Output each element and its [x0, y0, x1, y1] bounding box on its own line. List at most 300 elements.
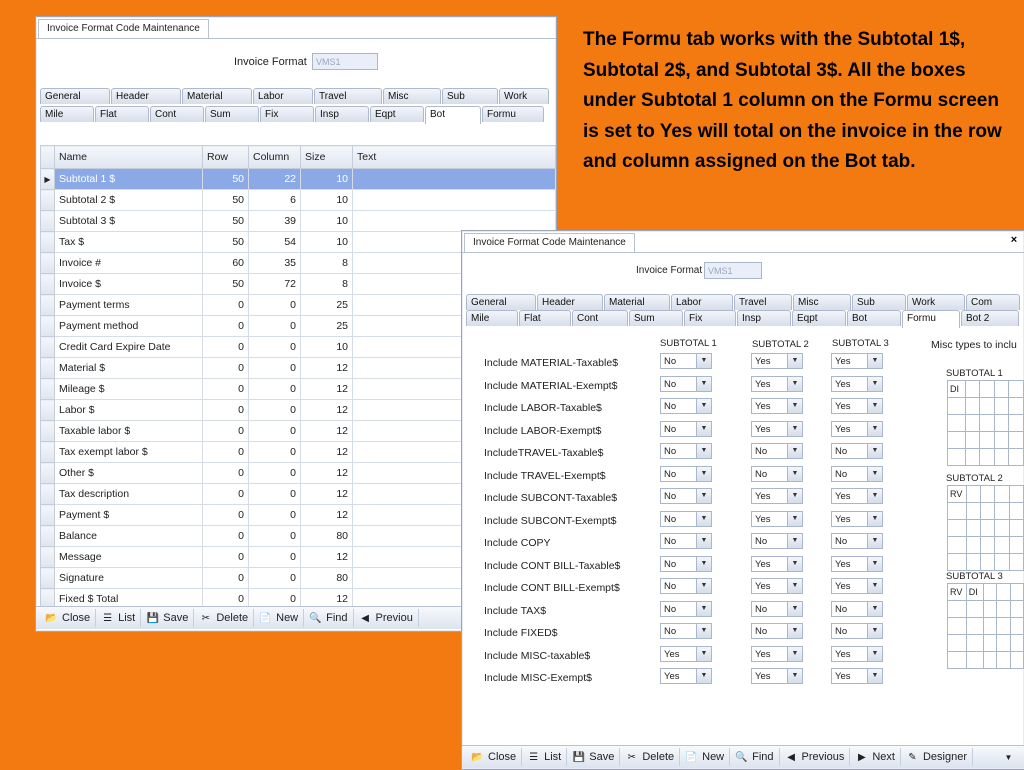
- cell-column[interactable]: 0: [249, 568, 301, 589]
- misc-type-cell[interactable]: [994, 415, 1009, 432]
- cell-size[interactable]: 10: [301, 232, 353, 253]
- cell-column[interactable]: 0: [249, 316, 301, 337]
- subtotal-1-select[interactable]: [660, 556, 712, 572]
- chevron-down-icon[interactable]: ▼: [787, 444, 802, 458]
- cell-column[interactable]: 0: [249, 505, 301, 526]
- subtotal-1-select[interactable]: [660, 511, 712, 527]
- cell-size[interactable]: 25: [301, 295, 353, 316]
- cell-row[interactable]: 60: [203, 253, 249, 274]
- cell-row[interactable]: 0: [203, 442, 249, 463]
- cell-name[interactable]: Labor $: [55, 400, 203, 421]
- tab-com[interactable]: Com: [966, 294, 1020, 310]
- chevron-down-icon[interactable]: ▼: [696, 602, 711, 616]
- cell-column[interactable]: 0: [249, 463, 301, 484]
- cell-row[interactable]: 0: [203, 379, 249, 400]
- misc-type-cell[interactable]: [997, 652, 1010, 669]
- save-button[interactable]: [567, 748, 620, 766]
- subtotal-2-select[interactable]: [751, 623, 803, 639]
- chevron-down-icon[interactable]: ▼: [696, 624, 711, 638]
- cell-size[interactable]: 12: [301, 589, 353, 610]
- subtotal-3-select[interactable]: [831, 443, 883, 459]
- row-selector[interactable]: [41, 484, 55, 505]
- tab-misc[interactable]: Misc: [383, 88, 441, 104]
- row-selector[interactable]: [41, 211, 55, 232]
- row-selector[interactable]: [41, 505, 55, 526]
- subtotal-3-select[interactable]: [831, 421, 883, 437]
- chevron-down-icon[interactable]: ▼: [696, 467, 711, 481]
- misc-type-cell[interactable]: [1009, 520, 1023, 537]
- chevron-down-icon[interactable]: ▼: [867, 647, 882, 661]
- misc-type-cell[interactable]: [948, 537, 967, 554]
- table-row[interactable]: [41, 169, 556, 190]
- cell-row[interactable]: 0: [203, 484, 249, 505]
- cell-column[interactable]: 0: [249, 337, 301, 358]
- subtotal-3-select[interactable]: [831, 533, 883, 549]
- subtotal-2-select[interactable]: [751, 511, 803, 527]
- subtotal-3-select[interactable]: [831, 353, 883, 369]
- cell-size[interactable]: 12: [301, 463, 353, 484]
- subtotal-3-select[interactable]: [831, 376, 883, 392]
- misc-type-cell[interactable]: [981, 503, 995, 520]
- misc-type-cell[interactable]: [1009, 381, 1024, 398]
- misc-type-cell[interactable]: [980, 398, 995, 415]
- invoice-format-field[interactable]: VMS1: [704, 262, 762, 279]
- tab-misc[interactable]: Misc: [793, 294, 851, 310]
- row-selector[interactable]: [41, 316, 55, 337]
- tab-material[interactable]: Material: [182, 88, 252, 104]
- cell-text[interactable]: [353, 169, 556, 190]
- row-selector[interactable]: [41, 169, 55, 190]
- misc-type-cell[interactable]: [966, 486, 980, 503]
- subtotal-2-select[interactable]: [751, 578, 803, 594]
- tab-insp[interactable]: Insp: [315, 106, 369, 122]
- find-button[interactable]: [730, 748, 779, 766]
- cell-column[interactable]: 72: [249, 274, 301, 295]
- misc-type-cell[interactable]: [981, 520, 995, 537]
- row-selector[interactable]: [41, 568, 55, 589]
- designer-button[interactable]: [901, 748, 973, 766]
- cell-size[interactable]: 10: [301, 190, 353, 211]
- cell-name[interactable]: Subtotal 2 $: [55, 190, 203, 211]
- subtotal-2-select[interactable]: [751, 466, 803, 482]
- cell-name[interactable]: Invoice $: [55, 274, 203, 295]
- chevron-down-icon[interactable]: ▼: [867, 579, 882, 593]
- cell-row[interactable]: 0: [203, 589, 249, 610]
- cell-name[interactable]: Tax exempt labor $: [55, 442, 203, 463]
- tab-header[interactable]: Header: [111, 88, 181, 104]
- tab-sub[interactable]: Sub: [852, 294, 906, 310]
- row-selector[interactable]: [41, 463, 55, 484]
- misc-type-cell[interactable]: [948, 432, 966, 449]
- cell-size[interactable]: 10: [301, 211, 353, 232]
- cell-name[interactable]: Balance: [55, 526, 203, 547]
- cell-column[interactable]: 6: [249, 190, 301, 211]
- chevron-down-icon[interactable]: ▼: [696, 579, 711, 593]
- chevron-down-icon[interactable]: ▼: [787, 354, 802, 368]
- subtotal-3-select[interactable]: [831, 668, 883, 684]
- misc-type-cell[interactable]: [1009, 398, 1024, 415]
- column-header-text[interactable]: Text: [353, 146, 556, 169]
- chevron-down-icon[interactable]: ▼: [787, 669, 802, 683]
- row-selector[interactable]: [41, 547, 55, 568]
- misc-type-cell[interactable]: [1009, 486, 1023, 503]
- cell-row[interactable]: 0: [203, 421, 249, 442]
- cell-column[interactable]: 22: [249, 169, 301, 190]
- row-selector[interactable]: [41, 337, 55, 358]
- cell-size[interactable]: 8: [301, 274, 353, 295]
- cell-column[interactable]: 0: [249, 547, 301, 568]
- chevron-down-icon[interactable]: ▼: [867, 444, 882, 458]
- subtotal-3-select[interactable]: [831, 578, 883, 594]
- subtotal-2-select[interactable]: [751, 668, 803, 684]
- subtotal-1-select[interactable]: [660, 533, 712, 549]
- subtotal-2-select[interactable]: [751, 421, 803, 437]
- row-selector[interactable]: [41, 442, 55, 463]
- cell-text[interactable]: [353, 211, 556, 232]
- chevron-down-icon[interactable]: ▼: [867, 422, 882, 436]
- chevron-down-icon[interactable]: ▼: [867, 467, 882, 481]
- cell-column[interactable]: 0: [249, 358, 301, 379]
- subtotal-1-select[interactable]: [660, 466, 712, 482]
- subtotal-2-select[interactable]: [751, 533, 803, 549]
- chevron-down-icon[interactable]: ▼: [867, 557, 882, 571]
- cell-name[interactable]: Credit Card Expire Date: [55, 337, 203, 358]
- chevron-down-icon[interactable]: ▼: [787, 579, 802, 593]
- tab-work[interactable]: Work: [907, 294, 965, 310]
- cell-size[interactable]: 12: [301, 505, 353, 526]
- cell-text[interactable]: [353, 190, 556, 211]
- chevron-down-icon[interactable]: ▼: [696, 534, 711, 548]
- subtotal-2-select[interactable]: [751, 443, 803, 459]
- chevron-down-icon[interactable]: ▼: [787, 399, 802, 413]
- chevron-down-icon[interactable]: ▼: [696, 557, 711, 571]
- misc-type-cell[interactable]: [981, 537, 995, 554]
- misc-type-cell[interactable]: [1010, 635, 1023, 652]
- cell-row[interactable]: 0: [203, 463, 249, 484]
- misc-type-cell[interactable]: [981, 486, 995, 503]
- misc-type-cell[interactable]: [966, 652, 983, 669]
- misc-type-cell[interactable]: [1010, 618, 1023, 635]
- tab-fix[interactable]: Fix: [684, 310, 736, 326]
- chevron-down-icon[interactable]: ▼: [696, 669, 711, 683]
- row-selector[interactable]: [41, 253, 55, 274]
- chevron-down-icon[interactable]: ▼: [696, 444, 711, 458]
- cell-column[interactable]: 0: [249, 442, 301, 463]
- misc-type-cell[interactable]: [948, 618, 967, 635]
- cell-name[interactable]: Subtotal 3 $: [55, 211, 203, 232]
- cell-column[interactable]: 0: [249, 589, 301, 610]
- misc-type-cell[interactable]: [980, 381, 995, 398]
- previou-button[interactable]: [354, 609, 419, 627]
- misc-type-cell[interactable]: [995, 537, 1009, 554]
- subtotal-1-select[interactable]: [660, 376, 712, 392]
- misc-type-cell[interactable]: RV: [948, 486, 967, 503]
- cell-row[interactable]: 0: [203, 295, 249, 316]
- cell-size[interactable]: 12: [301, 547, 353, 568]
- misc-type-cell[interactable]: [966, 601, 983, 618]
- tab-formu[interactable]: Formu: [902, 310, 960, 328]
- chevron-down-icon[interactable]: ▼: [787, 512, 802, 526]
- subtotal-1-select[interactable]: [660, 353, 712, 369]
- cell-size[interactable]: 12: [301, 379, 353, 400]
- cell-name[interactable]: Fixed $ Total: [55, 589, 203, 610]
- chevron-down-icon[interactable]: ▼: [696, 647, 711, 661]
- misc-type-cell[interactable]: [984, 635, 997, 652]
- cell-size[interactable]: 12: [301, 358, 353, 379]
- subtotal-1-select[interactable]: [660, 443, 712, 459]
- misc-type-cell[interactable]: [1010, 584, 1023, 601]
- window-title-tab[interactable]: Invoice Format Code Maintenance: [464, 233, 635, 252]
- subtotal-3-select[interactable]: [831, 511, 883, 527]
- tab-sum[interactable]: Sum: [629, 310, 683, 326]
- chevron-down-icon[interactable]: ▼: [696, 377, 711, 391]
- cell-row[interactable]: 0: [203, 526, 249, 547]
- row-selector[interactable]: [41, 400, 55, 421]
- cell-size[interactable]: 12: [301, 400, 353, 421]
- row-selector[interactable]: [41, 274, 55, 295]
- chevron-down-icon[interactable]: ▼: [867, 377, 882, 391]
- tab-labor[interactable]: Labor: [671, 294, 733, 310]
- misc-type-cell[interactable]: [1009, 449, 1024, 466]
- subtotal-1-select[interactable]: [660, 668, 712, 684]
- misc-type-cell[interactable]: RV: [948, 584, 967, 601]
- subtotal-2-select[interactable]: [751, 488, 803, 504]
- tab-mile[interactable]: Mile: [466, 310, 518, 326]
- misc-type-cell[interactable]: [1010, 601, 1023, 618]
- misc-type-cell[interactable]: [994, 432, 1009, 449]
- cell-name[interactable]: Message: [55, 547, 203, 568]
- tab-flat[interactable]: Flat: [519, 310, 571, 326]
- column-header-row[interactable]: Row: [203, 146, 249, 169]
- cell-size[interactable]: 10: [301, 337, 353, 358]
- row-selector[interactable]: [41, 190, 55, 211]
- misc-type-cell[interactable]: [995, 520, 1009, 537]
- invoice-format-field[interactable]: VMS1: [312, 53, 378, 70]
- chevron-down-icon[interactable]: ▼: [696, 422, 711, 436]
- misc-type-cell[interactable]: [994, 449, 1009, 466]
- table-row[interactable]: [41, 190, 556, 211]
- tab-insp[interactable]: Insp: [737, 310, 791, 326]
- column-header-column[interactable]: Column: [249, 146, 301, 169]
- chevron-down-icon[interactable]: ▼: [696, 489, 711, 503]
- cell-size[interactable]: 12: [301, 421, 353, 442]
- cell-size[interactable]: 12: [301, 484, 353, 505]
- subtotal-3-select[interactable]: [831, 646, 883, 662]
- chevron-down-icon[interactable]: ▼: [867, 534, 882, 548]
- tab-formu[interactable]: Formu: [482, 106, 544, 122]
- close-button[interactable]: [40, 609, 96, 627]
- close-button[interactable]: [466, 748, 522, 766]
- tab-sub[interactable]: Sub: [442, 88, 498, 104]
- subtotal-2-select[interactable]: [751, 353, 803, 369]
- misc-type-cell[interactable]: [981, 554, 995, 571]
- tab-travel[interactable]: Travel: [734, 294, 792, 310]
- misc-type-cell[interactable]: [948, 652, 967, 669]
- chevron-down-icon[interactable]: ▼: [787, 422, 802, 436]
- tab-travel[interactable]: Travel: [314, 88, 382, 104]
- cell-size[interactable]: 80: [301, 568, 353, 589]
- chevron-down-icon[interactable]: ▼: [787, 377, 802, 391]
- misc-type-cell[interactable]: [948, 415, 966, 432]
- subtotal-3-select[interactable]: [831, 556, 883, 572]
- cell-row[interactable]: 50: [203, 211, 249, 232]
- subtotal-3-select[interactable]: [831, 466, 883, 482]
- misc-type-cell[interactable]: [994, 398, 1009, 415]
- misc-type-cell[interactable]: [966, 503, 980, 520]
- misc-type-cell[interactable]: [966, 520, 980, 537]
- cell-row[interactable]: 0: [203, 316, 249, 337]
- misc-type-cell[interactable]: DI: [966, 584, 983, 601]
- chevron-down-icon[interactable]: ▼: [787, 489, 802, 503]
- next-button[interactable]: [850, 748, 901, 766]
- chevron-down-icon[interactable]: ▼: [787, 467, 802, 481]
- misc-type-cell[interactable]: [984, 618, 997, 635]
- delete-button[interactable]: [620, 748, 680, 766]
- tab-mile[interactable]: Mile: [40, 106, 94, 122]
- cell-name[interactable]: Payment method: [55, 316, 203, 337]
- chevron-down-icon[interactable]: ▼: [867, 512, 882, 526]
- subtotal-1-select[interactable]: [660, 421, 712, 437]
- misc-type-cell[interactable]: [948, 398, 966, 415]
- misc-type-cell[interactable]: [948, 635, 967, 652]
- misc-type-cell[interactable]: DI: [948, 381, 966, 398]
- cell-size[interactable]: 80: [301, 526, 353, 547]
- misc-type-cell[interactable]: [1010, 652, 1023, 669]
- tab-eqpt[interactable]: Eqpt: [792, 310, 846, 326]
- misc-type-cell[interactable]: [980, 415, 995, 432]
- cell-name[interactable]: Other $: [55, 463, 203, 484]
- cell-row[interactable]: 50: [203, 274, 249, 295]
- misc-type-cell[interactable]: [965, 449, 980, 466]
- list-button[interactable]: [522, 748, 567, 766]
- misc-type-cell[interactable]: [1009, 432, 1024, 449]
- column-header-name[interactable]: Name: [55, 146, 203, 169]
- chevron-down-icon[interactable]: ▼: [787, 534, 802, 548]
- cell-column[interactable]: 39: [249, 211, 301, 232]
- toolbar-dropdown-button[interactable]: [997, 748, 1024, 766]
- misc-type-cell[interactable]: [995, 554, 1009, 571]
- cell-column[interactable]: 54: [249, 232, 301, 253]
- misc-type-cell[interactable]: [1009, 554, 1023, 571]
- tab-cont[interactable]: Cont: [572, 310, 628, 326]
- new-button[interactable]: [680, 748, 730, 766]
- cell-row[interactable]: 0: [203, 505, 249, 526]
- chevron-down-icon[interactable]: ▼: [787, 647, 802, 661]
- misc-type-cell[interactable]: [984, 601, 997, 618]
- subtotal-1-select[interactable]: [660, 646, 712, 662]
- misc-type-cell[interactable]: [948, 601, 967, 618]
- misc-type-cell[interactable]: [1009, 537, 1023, 554]
- cell-column[interactable]: 35: [249, 253, 301, 274]
- misc-type-cell[interactable]: [997, 584, 1010, 601]
- misc-type-cell[interactable]: [948, 554, 967, 571]
- row-selector[interactable]: [41, 526, 55, 547]
- chevron-down-icon[interactable]: ▼: [867, 489, 882, 503]
- tab-labor[interactable]: Labor: [253, 88, 313, 104]
- cell-column[interactable]: 0: [249, 484, 301, 505]
- cell-column[interactable]: 0: [249, 526, 301, 547]
- tab-fix[interactable]: Fix: [260, 106, 314, 122]
- window-title-tab[interactable]: Invoice Format Code Maintenance: [38, 19, 209, 38]
- chevron-down-icon[interactable]: ▼: [867, 669, 882, 683]
- find-button[interactable]: [304, 609, 353, 627]
- table-row[interactable]: [41, 211, 556, 232]
- cell-row[interactable]: 0: [203, 400, 249, 421]
- misc-type-cell[interactable]: [995, 503, 1009, 520]
- previous-button[interactable]: [780, 748, 851, 766]
- column-header-size[interactable]: Size: [301, 146, 353, 169]
- misc-type-cell[interactable]: [984, 652, 997, 669]
- misc-type-cell[interactable]: [997, 635, 1010, 652]
- cell-name[interactable]: Subtotal 1 $: [55, 169, 203, 190]
- tab-flat[interactable]: Flat: [95, 106, 149, 122]
- misc-type-cell[interactable]: [995, 486, 1009, 503]
- subtotal-2-select[interactable]: [751, 601, 803, 617]
- misc-type-cell[interactable]: [965, 415, 980, 432]
- chevron-down-icon[interactable]: ▼: [867, 354, 882, 368]
- cell-size[interactable]: 8: [301, 253, 353, 274]
- misc-type-cell[interactable]: [994, 381, 1009, 398]
- tab-sum[interactable]: Sum: [205, 106, 259, 122]
- tab-work[interactable]: Work: [499, 88, 549, 104]
- subtotal-1-select[interactable]: [660, 578, 712, 594]
- cell-name[interactable]: Mileage $: [55, 379, 203, 400]
- misc-type-cell[interactable]: [966, 537, 980, 554]
- cell-size[interactable]: 25: [301, 316, 353, 337]
- cell-name[interactable]: Payment terms: [55, 295, 203, 316]
- subtotal-3-select[interactable]: [831, 398, 883, 414]
- subtotal-2-select[interactable]: [751, 376, 803, 392]
- chevron-down-icon[interactable]: ▼: [787, 557, 802, 571]
- chevron-down-icon[interactable]: ▼: [696, 512, 711, 526]
- subtotal-3-select[interactable]: [831, 488, 883, 504]
- cell-column[interactable]: 0: [249, 379, 301, 400]
- cell-size[interactable]: 12: [301, 442, 353, 463]
- cell-name[interactable]: Invoice #: [55, 253, 203, 274]
- cell-row[interactable]: 0: [203, 358, 249, 379]
- tab-material[interactable]: Material: [604, 294, 670, 310]
- misc-type-cell[interactable]: [997, 601, 1010, 618]
- misc-type-cell[interactable]: [966, 635, 983, 652]
- subtotal-2-select[interactable]: [751, 646, 803, 662]
- cell-row[interactable]: 50: [203, 169, 249, 190]
- tab-header[interactable]: Header: [537, 294, 603, 310]
- subtotal-1-select[interactable]: [660, 398, 712, 414]
- cell-column[interactable]: 0: [249, 421, 301, 442]
- chevron-down-icon[interactable]: ▼: [787, 624, 802, 638]
- cell-size[interactable]: 10: [301, 169, 353, 190]
- misc-type-cell[interactable]: [965, 381, 980, 398]
- cell-row[interactable]: 0: [203, 547, 249, 568]
- subtotal-1-select[interactable]: [660, 601, 712, 617]
- misc-type-cell[interactable]: [980, 432, 995, 449]
- cell-name[interactable]: Signature: [55, 568, 203, 589]
- cell-row[interactable]: 0: [203, 568, 249, 589]
- misc-type-cell[interactable]: [980, 449, 995, 466]
- cell-name[interactable]: Material $: [55, 358, 203, 379]
- subtotal-1-select[interactable]: [660, 488, 712, 504]
- tab-bot-2[interactable]: Bot 2: [961, 310, 1019, 326]
- misc-type-cell[interactable]: [948, 503, 967, 520]
- tab-bot[interactable]: Bot: [847, 310, 901, 326]
- cell-name[interactable]: Tax $: [55, 232, 203, 253]
- tab-bot[interactable]: Bot: [425, 106, 481, 124]
- delete-button[interactable]: [194, 609, 254, 627]
- cell-column[interactable]: 0: [249, 295, 301, 316]
- misc-type-cell[interactable]: [997, 618, 1010, 635]
- new-button[interactable]: [254, 609, 304, 627]
- chevron-down-icon[interactable]: ▼: [787, 602, 802, 616]
